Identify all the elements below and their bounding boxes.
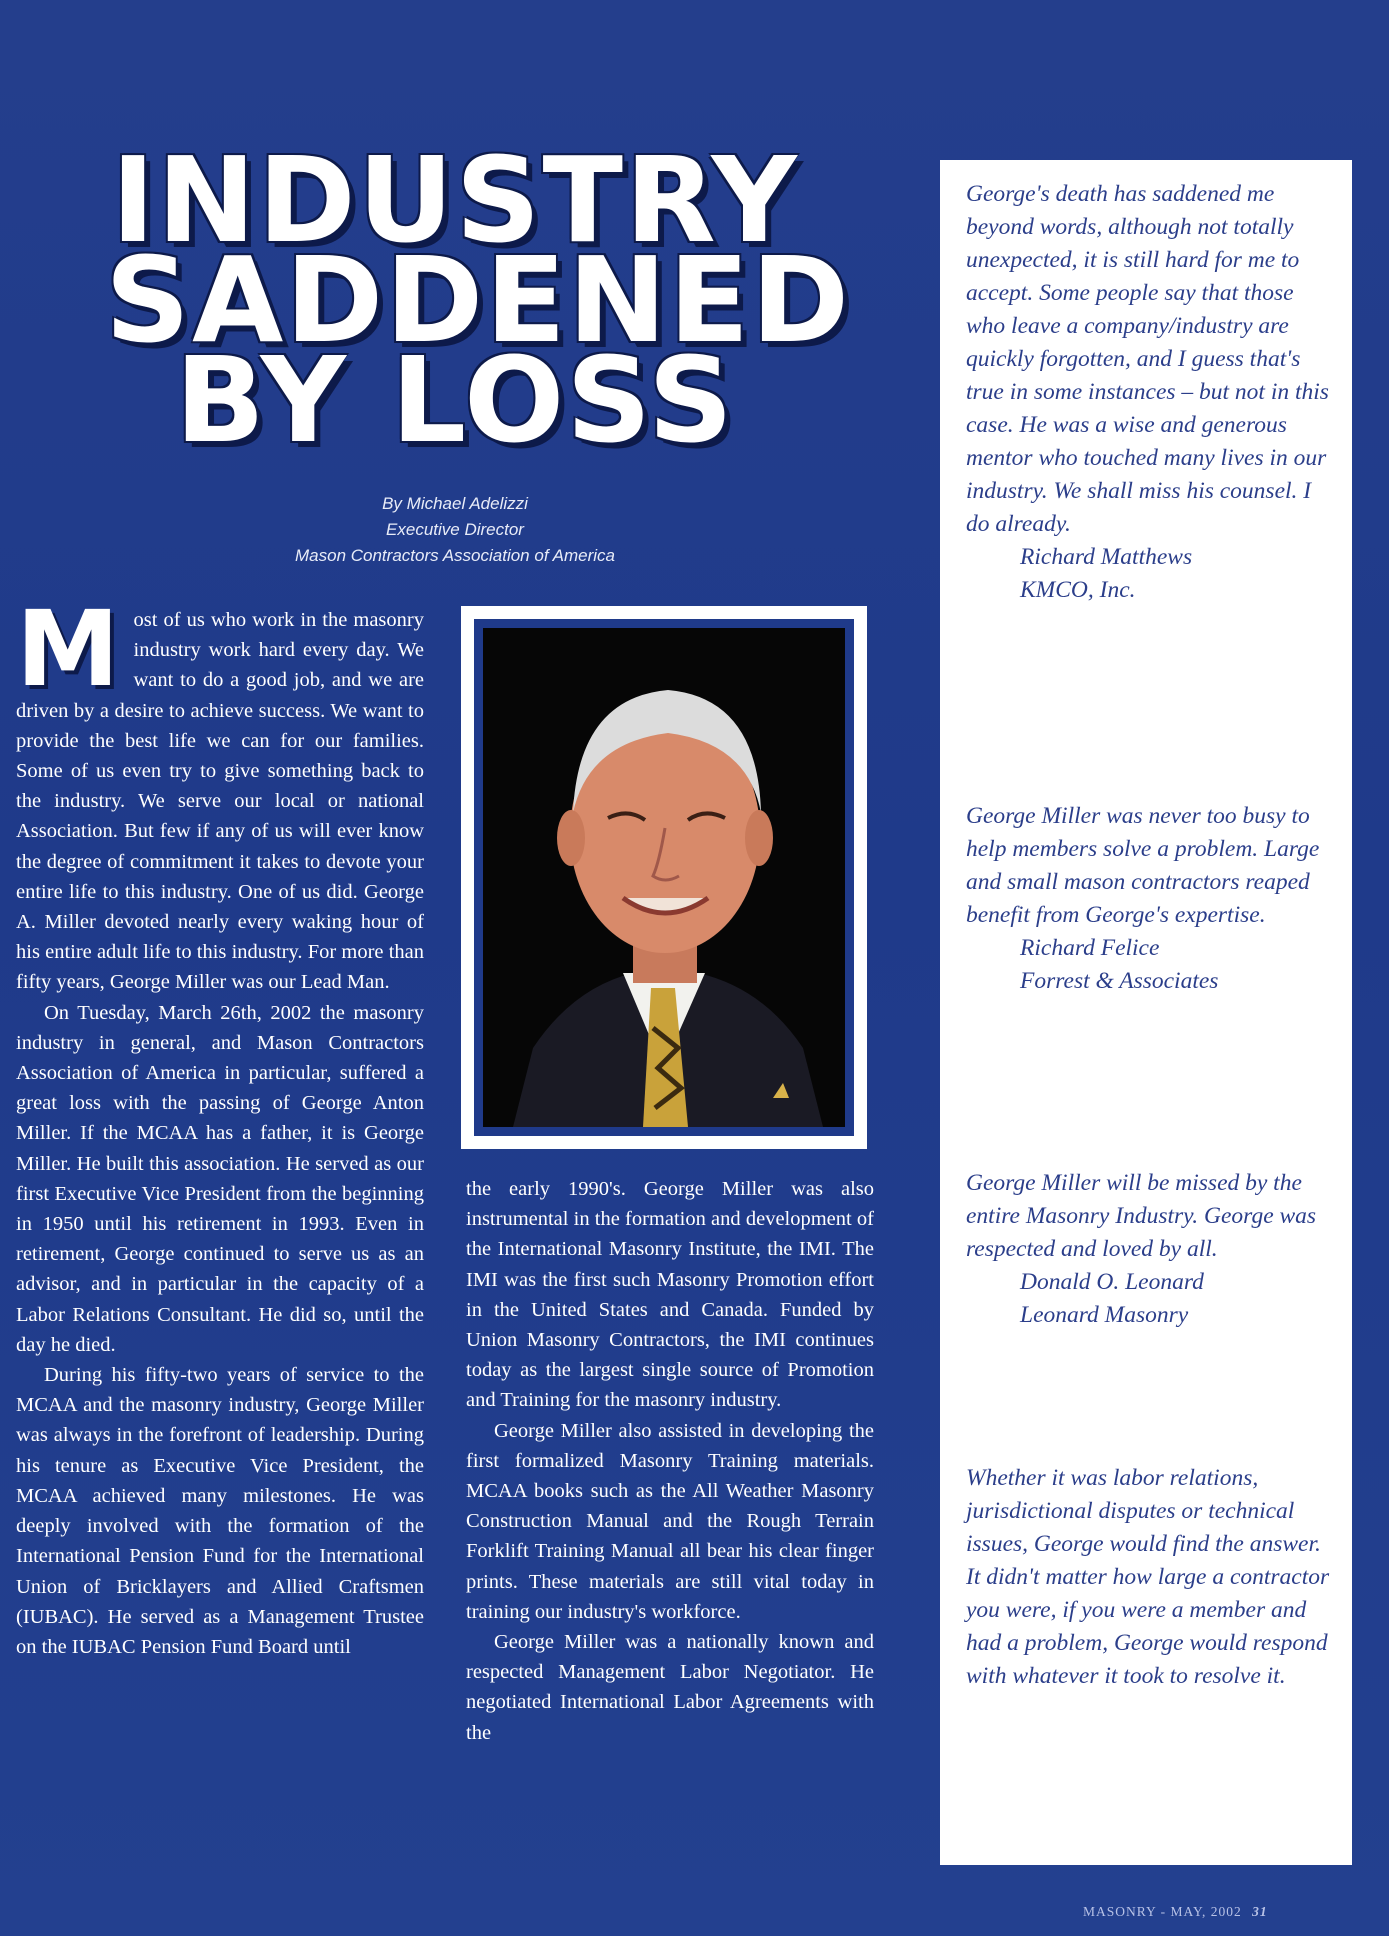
quote-company: KMCO, Inc. (1020, 577, 1136, 603)
article-column-1 (16, 588, 424, 1662)
portrait-photo (483, 628, 845, 1127)
article-paragraph-5: George Miller also assisted in developing the first formalized Masonry Training materials. MCAA books such as the All Weather Masonry Construction Manual and the Rough Terrain Forklift Training Manual all bear his clear finger prints. These materials are still vital today in training our industry's workforce. (466, 1419, 874, 1623)
headline (105, 131, 852, 469)
byline-org: Mason Contractors Association of America (295, 546, 615, 565)
portrait-photo-frame (461, 606, 867, 1149)
quote-author: Donald O. Leonard (1020, 1269, 1204, 1295)
quote-text: George Miller was never too busy to help members solve a problem. Large and small mason contractors reaped benefit from George's expertise. (966, 803, 1320, 928)
publication-info: MASONRY - MAY, 2002 (1083, 1904, 1242, 1919)
article-paragraph-1: Most of us who work in the masonry industry work hard every day. We want to do a good job, and we are driven by a desire to achieve success. We want to provide the best life we can for our families. Some of us even try to give something back to the industry. We serve our local or national Association. But few if any of us will ever know the degree of commitment it takes to devote your entire life to this industry. One of us did. George A. Miller devoted nearly every waking hour of his entire adult life to this industry. For more than fifty years, George Miller was our Lead Man. (16, 588, 424, 994)
byline (230, 491, 680, 569)
quote-company: Leonard Masonry (1020, 1302, 1189, 1328)
headline-line-3: BY LOSS (175, 331, 735, 469)
quote-block (966, 1462, 1336, 1693)
quote-block (966, 800, 1336, 998)
quote-author: Richard Matthews (1020, 544, 1193, 570)
quote-text: Whether it was labor relations, jurisdictional disputes or technical issues, George would find the answer. It didn't matter how large a contractor you were, if you were a member and had a problem, George would respond with whatever it took to resolve it. (966, 1465, 1330, 1689)
quote-text: George's death has saddened me beyond words, although not totally unexpected, it is still hard for me to accept. Some people say that those who leave a company/industry are quickly forgotten, and I guess that's true in some instances – but not in this case. He was a wise and generous mentor who touched many lives in our industry. We shall miss his counsel. I do already. (966, 181, 1329, 537)
headline-line-1: INDUSTRY (111, 131, 799, 269)
article-paragraph-6: George Miller was a nationally known and respected Management Labor Negotiator. He negotiated International Labor Agreements with the (466, 1631, 874, 1744)
portrait-illustration (483, 628, 845, 1127)
byline-title: Executive Director (386, 520, 524, 539)
quote-block (966, 1167, 1336, 1332)
drop-cap: M (16, 588, 120, 710)
page-footer (1083, 1904, 1343, 1920)
quotes-sidebar (940, 160, 1352, 1865)
article-column-2 (466, 1174, 874, 1748)
headline-line-2: SADDENED (105, 231, 852, 369)
byline-author: By Michael Adelizzi (382, 494, 528, 513)
page-number: 31 (1252, 1904, 1268, 1919)
article-paragraph-4: the early 1990's. George Miller was also instrumental in the formation and development of the International Masonry Institute, the IMI. The IMI was the first such Masonry Promotion effort in the United States and Canada. Funded by Union Masonry Contractors, the IMI continues today as the largest single source of Promotion and Training for the masonry industry. (466, 1178, 874, 1412)
quote-block (966, 178, 1336, 607)
quote-author: Richard Felice (1020, 935, 1160, 961)
article-paragraph-3: During his fifty-two years of service to the MCAA and the masonry industry, George Miller was always in the forefront of leadership. During his tenure as Executive Vice President, the MCAA achieved many milestones. He was deeply involved with the formation of the International Pension Fund for the International Union of Bricklayers and Allied Craftsmen (IUBAC). He served as a Management Trustee on the IUBAC Pension Fund Board until (16, 1364, 424, 1658)
article-paragraph-2: On Tuesday, March 26th, 2002 the masonry industry in general, and Mason Contractors Association of America in particular, suffered a great loss with the passing of George Anton Miller. If the MCAA has a father, it is George Miller. He built this association. He served as our first Executive Vice President from the beginning in 1950 until his retirement in 1993. Even in retirement, George continued to serve us as an advisor, and in particular in the capacity of a Labor Relations Consultant. He did so, until the day he died. (16, 1001, 424, 1356)
quote-company: Forrest & Associates (1020, 968, 1219, 994)
quote-text: George Miller will be missed by the entire Masonry Industry. George was respected and loved by all. (966, 1170, 1317, 1262)
